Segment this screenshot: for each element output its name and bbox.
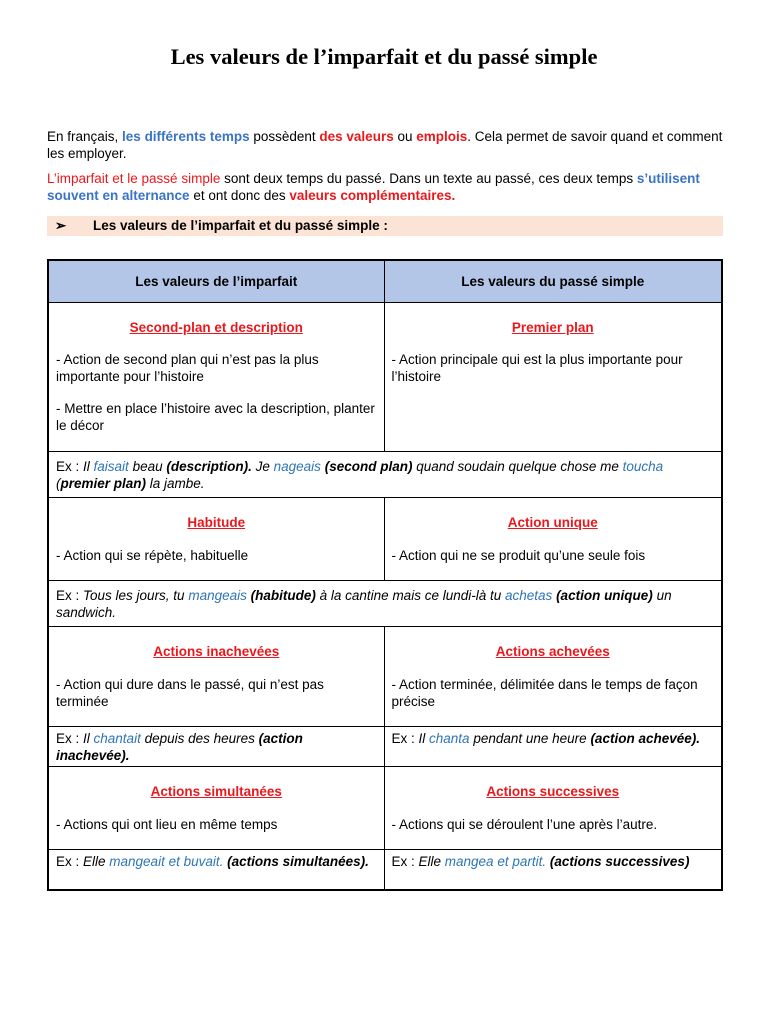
- example-text: Il: [83, 731, 94, 746]
- value-description: - Action qui dure dans le passé, qui n’est pas terminée: [56, 677, 324, 709]
- value-heading: Habitude: [187, 515, 246, 530]
- table-row: [48, 303, 722, 452]
- example-label: (action achevée).: [590, 731, 700, 746]
- table-cell: [384, 767, 722, 850]
- section-heading-label: Les valeurs de l’imparfait et du passé simple :: [93, 218, 388, 233]
- example-text: Elle: [83, 854, 110, 869]
- intro-paragraph-2: [47, 170, 727, 204]
- table-row: [48, 767, 722, 850]
- intro-text: sont deux temps du passé. Dans un texte au passé, ces deux temps: [220, 171, 637, 186]
- value-description: - Action de second plan qui n’est pas la plus importante pour l’histoire: [56, 352, 319, 384]
- intro-text: . Cela permet de savoir quand et comment les employer.: [47, 129, 723, 161]
- example-row: [48, 850, 722, 890]
- example-text: la jambe.: [146, 476, 205, 491]
- value-description: - Action terminée, délimitée dans le temps de façon précise: [391, 677, 698, 709]
- intro-text: ou: [393, 129, 417, 144]
- intro-highlight: les différents temps: [122, 129, 250, 144]
- page-title: Les valeurs de l’imparfait et du passé simple: [170, 44, 598, 69]
- example-text: un sandwich.: [56, 588, 672, 620]
- value-heading: Second-plan et description: [129, 320, 303, 335]
- example-label: premier plan): [60, 476, 147, 491]
- example-text: à la cantine mais ce lundi-là tu: [315, 588, 505, 603]
- example-text: quand soudain quelque chose me: [412, 459, 623, 474]
- intro-text: possèdent: [249, 129, 320, 144]
- example-verb: faisait: [93, 459, 129, 474]
- example-text: pendant une heure: [469, 731, 591, 746]
- example-row: [48, 581, 722, 627]
- example-text: depuis des heures: [140, 731, 259, 746]
- value-description: - Actions qui se déroulent l’une après l’autre.: [391, 817, 658, 832]
- example-label: (second plan): [324, 459, 413, 474]
- example-text: Elle: [418, 854, 445, 869]
- example-verb: toucha: [622, 459, 664, 474]
- example-text: Je: [251, 459, 274, 474]
- example-verb: mangea et partit.: [444, 854, 547, 869]
- table-row: [48, 627, 722, 727]
- table-cell: [384, 498, 722, 581]
- value-description: - Action qui se répète, habituelle: [56, 548, 249, 563]
- example-verb: nageais: [273, 459, 321, 474]
- intro-highlight: emplois: [416, 129, 468, 144]
- example-row: [48, 452, 722, 498]
- intro-highlight: L’imparfait et le passé simple: [47, 171, 221, 186]
- table-row: [48, 498, 722, 581]
- intro-text: En français,: [47, 129, 123, 144]
- example-verb: mangeais: [188, 588, 247, 603]
- intro-highlight: des valeurs: [319, 129, 394, 144]
- example-prefix: Ex :: [391, 731, 419, 746]
- table-cell: [384, 303, 722, 452]
- value-heading: Actions inachevées: [153, 644, 280, 659]
- table-cell: [48, 498, 384, 581]
- value-description: - Actions qui ont lieu en même temps: [56, 817, 278, 832]
- example-text: Tous les jours, tu: [83, 588, 189, 603]
- example-verb: chantait: [93, 731, 141, 746]
- example-cell: [384, 727, 722, 767]
- value-heading: Actions successives: [486, 784, 620, 799]
- table-cell: [384, 627, 722, 727]
- intro-paragraph-1: [47, 128, 727, 162]
- table-cell: [48, 303, 384, 452]
- example-cell: [48, 581, 722, 627]
- values-table: [47, 259, 723, 891]
- example-label: (actions simultanées).: [227, 854, 369, 869]
- table-cell: [48, 767, 384, 850]
- example-verb: mangeait et buvait.: [109, 854, 224, 869]
- example-text: beau: [128, 459, 167, 474]
- example-verb: achetas: [505, 588, 553, 603]
- example-label: (description).: [166, 459, 252, 474]
- example-label: (action inachevée).: [56, 731, 303, 763]
- example-verb: chanta: [429, 731, 470, 746]
- value-heading: Actions achevées: [495, 644, 610, 659]
- example-cell: [384, 850, 722, 890]
- example-prefix: Ex :: [56, 731, 84, 746]
- section-heading: [47, 216, 723, 236]
- example-text: Il: [418, 731, 430, 746]
- value-heading: Premier plan: [511, 320, 594, 335]
- example-label: (habitude): [250, 588, 316, 603]
- example-row: [48, 727, 722, 767]
- example-prefix: Ex :: [56, 854, 84, 869]
- value-description: - Action principale qui est la plus importante pour l’histoire: [391, 352, 683, 384]
- column-header-imparfait: Les valeurs de l’imparfait: [48, 260, 384, 303]
- example-cell: [48, 452, 722, 498]
- example-cell: [48, 727, 384, 767]
- example-label: (action unique): [556, 588, 653, 603]
- example-prefix: Ex :: [56, 588, 84, 603]
- intro-text: et ont donc des: [189, 188, 290, 203]
- arrow-bullet-icon: ➢: [55, 218, 67, 233]
- value-description: - Action qui ne se produit qu’une seule fois: [391, 548, 646, 563]
- table-header-row: [48, 260, 722, 303]
- example-cell: [48, 850, 384, 890]
- example-prefix: Ex :: [56, 459, 84, 474]
- example-text: (: [56, 476, 61, 491]
- value-heading: Action unique: [507, 515, 598, 530]
- example-label: (actions successives): [549, 854, 690, 869]
- intro-highlight: s’utilisent souvent en alternance: [47, 171, 700, 203]
- column-header-passe-simple: Les valeurs du passé simple: [384, 260, 722, 303]
- intro-highlight: valeurs complémentaires.: [289, 188, 456, 203]
- example-text: Il: [83, 459, 94, 474]
- value-heading: Actions simultanées: [150, 784, 282, 799]
- value-description: - Mettre en place l’histoire avec la description, planter le décor: [56, 401, 375, 433]
- table-cell: [48, 627, 384, 727]
- example-prefix: Ex :: [391, 854, 419, 869]
